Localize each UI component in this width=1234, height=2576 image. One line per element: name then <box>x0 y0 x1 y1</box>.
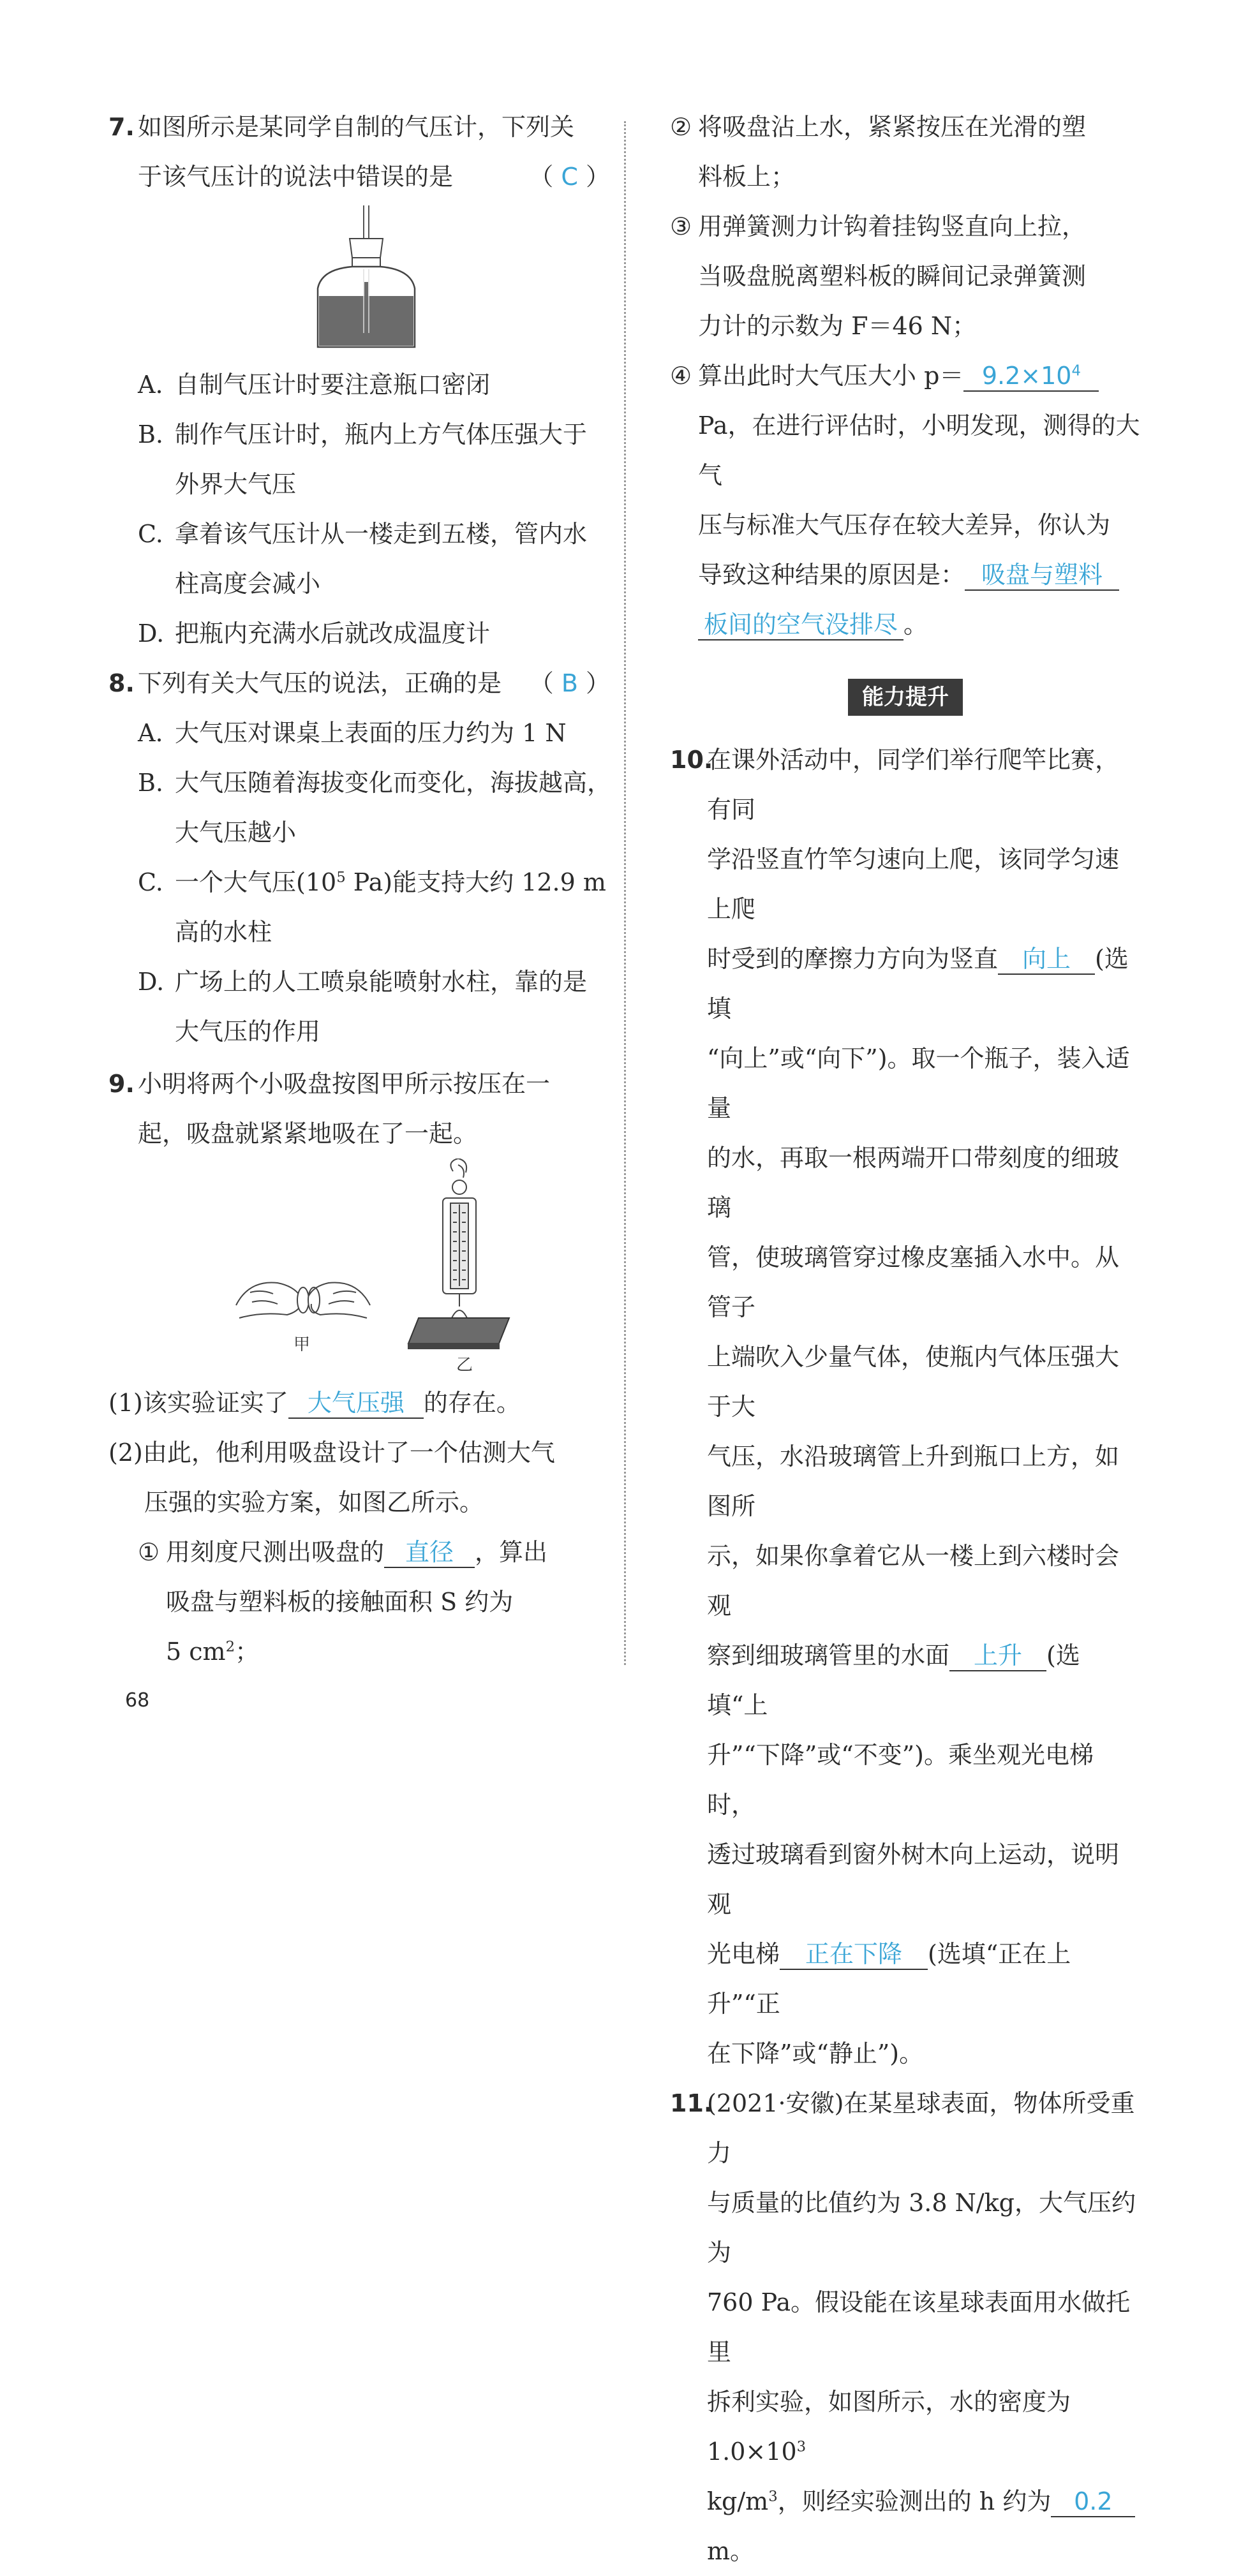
option-letter: C. <box>138 520 163 548</box>
section-header <box>670 671 1141 721</box>
option-7d <box>108 609 619 658</box>
step-text: 吸盘与塑料板的接触面积 S 约为 <box>166 1588 514 1616</box>
right-column <box>670 102 1141 2576</box>
question-text: (选填 <box>707 945 1129 1023</box>
option-8d <box>108 957 619 1056</box>
step-number: ③ <box>670 212 692 241</box>
part-text: (1)该实验证实了 <box>108 1389 288 1417</box>
question-text: (选填“正在上升”“正 <box>707 1940 1071 2018</box>
question-text-line: 透过玻璃看到窗外树木向上运动，说明观 <box>707 1840 1120 1918</box>
answer-bracket <box>530 658 610 708</box>
superscript: 4 <box>1071 362 1081 380</box>
question-9-part-2 <box>108 1428 619 1527</box>
option-text: 把瓶内充满水后就改成温度计 <box>175 619 491 648</box>
fill-blank-answer: 上升 <box>949 1641 1046 1671</box>
fill-blank-answer: 直径 <box>384 1537 475 1568</box>
option-text-part: Pa)能支持大约 12.9 m <box>345 868 606 896</box>
question-text: ，则经实验测出的 h 约为 <box>777 2487 1052 2515</box>
option-text: 柱高度会减小 <box>175 570 321 598</box>
option-8a <box>108 708 619 758</box>
fill-blank-answer: 板间的空气没排尽 <box>698 610 903 640</box>
question-11 <box>670 2078 1141 2576</box>
bracket-open: （ <box>529 163 554 191</box>
step-text: 料板上； <box>698 163 796 191</box>
question-text-line: 学沿竖直竹竿匀速向上爬，该同学匀速上爬 <box>707 845 1120 923</box>
question-7 <box>108 102 619 202</box>
question-text-line: “向上”或“向下”)。取一个瓶子，装入适量 <box>707 1044 1130 1122</box>
superscript: 2 <box>225 1638 235 1655</box>
question-9-part-1 <box>108 1378 619 1428</box>
fill-blank-answer: 0.2 <box>1051 2487 1135 2517</box>
question-8 <box>108 658 619 708</box>
question-text-line: 在下降”或“静止”)。 <box>707 2039 924 2068</box>
question-number: 7. <box>108 113 135 141</box>
part-text: (2)由此，他利用吸盘设计了一个估测大气 <box>108 1439 555 1467</box>
question-text-line: 上端吹入少量气体，使瓶内气体压强大于大 <box>707 1343 1120 1421</box>
answer-value: 9.2×10 <box>981 362 1072 390</box>
step-text: ，算出 <box>475 1538 548 1566</box>
part-text: 的存在。 <box>423 1389 521 1417</box>
option-text: 高的水柱 <box>175 918 272 946</box>
step-text: 用刻度尺测出吸盘的 <box>166 1538 385 1566</box>
step-number: ① <box>138 1538 160 1566</box>
figure-caption-jia: 甲 <box>294 1335 311 1354</box>
option-letter: B. <box>138 769 164 797</box>
section-title-badge: 能力提升 <box>848 679 963 716</box>
option-text: 大气压对课桌上表面的压力约为 1 N <box>175 719 567 747</box>
left-column <box>108 102 619 1677</box>
step-4 <box>670 351 1141 649</box>
question-text: m。 <box>707 2537 755 2565</box>
option-7b <box>108 410 619 509</box>
question-text-line: 760 Pa。假设能在该星球表面用水做托里 <box>707 2288 1131 2366</box>
question-stem-line: 小明将两个小吸盘按图甲所示按压在一 <box>138 1070 551 1098</box>
step-text: 压与标准大气压存在较大差异，你认为 <box>698 511 1111 539</box>
option-letter: D. <box>138 619 165 648</box>
step-text: 。 <box>903 611 928 639</box>
question-text-line: 在课外活动中，同学们举行爬竿比赛，有同 <box>707 746 1120 824</box>
question-stem-text: 下列有关大气压的说法，正确的是 <box>138 669 502 697</box>
superscript: 3 <box>768 2488 778 2505</box>
question-stem-line: 起，吸盘就紧紧地吸在了一起。 <box>138 1120 478 1148</box>
column-divider <box>624 121 626 1665</box>
question-number: 9. <box>108 1070 135 1098</box>
question-text: kg/m <box>707 2487 769 2515</box>
question-number: 8. <box>108 669 135 697</box>
question-10 <box>670 735 1141 2078</box>
step-text: 当吸盘脱离塑料板的瞬间记录弹簧测 <box>698 262 1087 290</box>
question-number: 11. <box>670 2089 713 2117</box>
superscript: 5 <box>336 869 346 886</box>
bracket-open: （ <box>529 669 554 697</box>
question-text: 时受到的摩擦力方向为竖直 <box>707 945 999 973</box>
option-text: 制作气压计时，瓶内上方气体压强大于 <box>175 420 588 448</box>
option-text: 拿着该气压计从一楼走到五楼，管内水 <box>175 520 588 548</box>
option-text: 自制气压计时要注意瓶口密闭 <box>175 371 491 399</box>
option-text: 广场上的人工喷泉能喷射水柱，靠的是 <box>175 968 588 996</box>
fill-blank-answer: 正在下降 <box>780 1939 928 1970</box>
question-text-line: 气压，水沿玻璃管上升到瓶口上方，如图所 <box>707 1442 1120 1520</box>
option-7a <box>108 360 619 410</box>
step-text: Pa，在进行评估时，小明发现，测得的大气 <box>698 411 1140 489</box>
option-text-part: 一个大气压(10 <box>175 868 337 896</box>
answer-bracket <box>529 152 610 202</box>
fill-blank-answer: 吸盘与塑料 <box>965 560 1119 591</box>
option-8b <box>108 758 619 857</box>
question-stem-line: 如图所示是某同学自制的气压计，下列关 <box>138 113 575 141</box>
option-letter: B. <box>138 420 164 448</box>
spring-scale-drawing <box>408 1158 509 1349</box>
question-text: 光电梯 <box>707 1940 780 1968</box>
step-text: 算出此时大气压大小 p＝ <box>698 362 964 390</box>
question-text-line: 示，如果你拿着它从一楼上到六楼时会观 <box>707 1542 1120 1620</box>
step-text: 5 cm <box>166 1638 226 1666</box>
option-letter: C. <box>138 868 163 896</box>
step-number: ④ <box>670 362 692 390</box>
option-text: 大气压越小 <box>175 818 297 847</box>
handwritten-answer: B <box>561 669 578 697</box>
step-number: ② <box>670 113 692 141</box>
question-stem-text: 于该气压计的说法中错误的是 <box>138 163 454 191</box>
question-number: 10. <box>670 746 713 774</box>
step-2 <box>670 102 1141 202</box>
handwritten-answer: C <box>561 163 578 191</box>
hands-pressing-cups-drawing <box>236 1282 370 1318</box>
fill-blank-answer <box>963 361 1099 392</box>
option-8c <box>108 857 619 957</box>
option-letter: A. <box>138 719 163 747</box>
question-text: 拆利实验，如图所示，水的密度为 1.0×10 <box>707 2388 1071 2466</box>
option-letter: A. <box>138 371 163 399</box>
step-1 <box>108 1527 619 1677</box>
page-number: 68 <box>125 1689 150 1712</box>
barometer-bottle-illustration <box>108 205 619 352</box>
question-stem-line <box>138 658 619 708</box>
step-text: 用弹簧测力计钩着挂钩竖直向上拉， <box>698 212 1087 241</box>
step-text: 力计的示数为 F＝46 N； <box>698 312 977 340</box>
barometer-figure <box>108 205 619 352</box>
question-9 <box>108 1059 619 1158</box>
superscript: 3 <box>796 2438 807 2455</box>
question-text: (选填“上 <box>707 1641 1080 1719</box>
option-text: 外界大气压 <box>175 470 297 498</box>
question-text-line: 升”“下降”或“不变”)。乘坐观光电梯时， <box>707 1741 1094 1819</box>
part-text: 压强的实验方案，如图乙所示。 <box>144 1488 484 1516</box>
suction-cup-figure <box>108 1158 619 1382</box>
option-text <box>175 857 619 907</box>
question-text-line: (2021·安徽)在某星球表面，物体所受重力 <box>707 2089 1135 2167</box>
figure-caption-yi: 乙 <box>456 1356 473 1375</box>
question-text: 察到细玻璃管里的水面 <box>707 1641 950 1669</box>
step-3 <box>670 202 1141 351</box>
option-text: 大气压的作用 <box>175 1018 321 1046</box>
step-text: ； <box>235 1638 260 1666</box>
question-text-line: 管，使玻璃管穿过橡皮塞插入水中。从管子 <box>707 1243 1120 1321</box>
step-text: 导致这种结果的原因是： <box>698 561 965 589</box>
fill-blank-answer: 大气压强 <box>288 1388 424 1419</box>
question-stem-line <box>138 152 619 202</box>
question-text-line: 的水，再取一根两端开口带刻度的细玻璃 <box>707 1144 1120 1222</box>
fill-blank-answer: 向上 <box>998 944 1095 975</box>
option-letter: D. <box>138 968 165 996</box>
bracket-close: ） <box>585 163 610 191</box>
option-text: 大气压随着海拔变化而变化，海拔越高， <box>175 769 612 797</box>
step-text: 将吸盘沾上水，紧紧按压在光滑的塑 <box>698 113 1087 141</box>
bracket-close: ） <box>585 669 610 697</box>
suction-cup-illustration <box>108 1158 619 1382</box>
option-7c <box>108 509 619 609</box>
question-text-line: 与质量的比值约为 3.8 N/kg，大气压约为 <box>707 2189 1136 2267</box>
